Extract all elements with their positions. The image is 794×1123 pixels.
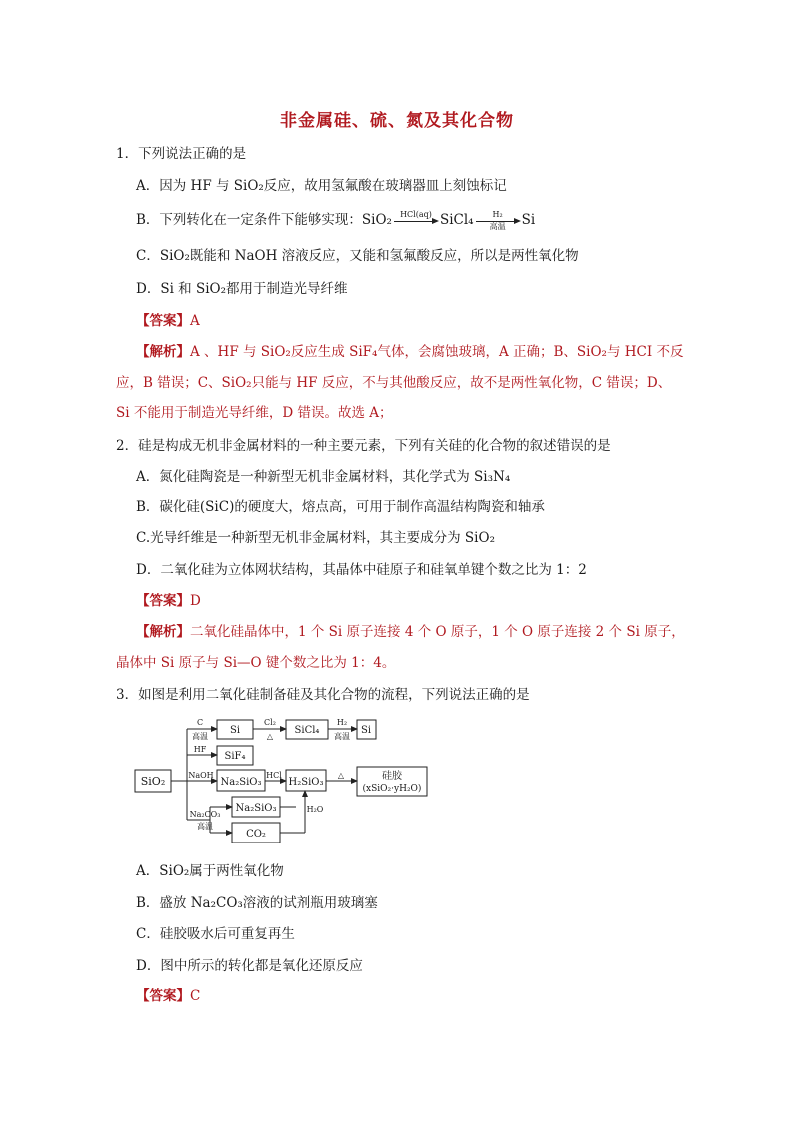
q1-option-a: A．因为 HF 与 SiO₂反应，故用氢氟酸在玻璃器皿上刻蚀标记 xyxy=(136,178,507,194)
question-2-stem: 2．硅是构成无机非金属材料的一种主要元素，下列有关硅的化合物的叙述错误的是 xyxy=(116,438,611,454)
answer-value: D xyxy=(190,593,201,609)
q1-option-d: D．Si 和 SiO₂都用于制造光导纤维 xyxy=(136,281,348,297)
q3-answer xyxy=(136,986,200,1006)
node-na2sio3: Na₂SiO₃ xyxy=(220,777,262,788)
label-hcl: HCl xyxy=(266,771,282,780)
q2-option-d: D．二氧化硅为立体网状结构，其晶体中硅原子和硅氧单键个数之比为 1：2 xyxy=(136,562,587,578)
q3-option-a: A．SiO₂属于两性氧化物 xyxy=(136,863,284,879)
q1-explanation-3: Si 不能用于制造光导纤维，D 错误。故选 A； xyxy=(116,405,393,421)
q2-option-a: A．氮化硅陶瓷是一种新型无机非金属材料，其化学式为 Si₃N₄ xyxy=(136,469,511,485)
answer-label: 【答案】 xyxy=(136,988,190,1004)
answer-label: 【答案】 xyxy=(136,313,190,329)
label-high-temp-1: 高温 xyxy=(192,732,208,741)
q2-option-b: B．碳化硅(SiC)的硬度大，熔点高，可用于制作高温结构陶瓷和轴承 xyxy=(136,499,545,515)
label-high-temp-3: 高温 xyxy=(197,822,213,831)
node-sif4: SiF₄ xyxy=(224,751,246,762)
explanation-label: 【解析】 xyxy=(136,344,190,360)
node-silica-gel: 硅胶 xyxy=(382,771,402,782)
q3-option-b: B．盛放 Na₂CO₃溶液的试剂瓶用玻璃塞 xyxy=(136,895,378,911)
label-naoh: NaOH xyxy=(188,771,214,780)
q2-explanation-1 xyxy=(136,622,685,642)
label-na2co3: Na₂CO₃ xyxy=(189,810,221,819)
question-3-stem: 3．如图是利用二氧化硅制备硅及其化合物的流程，下列说法正确的是 xyxy=(116,687,530,703)
question-1-stem: 1．下列说法正确的是 xyxy=(116,146,247,162)
flow-diagram xyxy=(0,713,794,843)
q1-option-b-end: Si xyxy=(521,212,536,228)
label-high-temp-2: 高温 xyxy=(334,732,350,741)
arrow-condition-top: HCl(aq) xyxy=(400,209,432,219)
q1-explanation-2: 应，B 错误；C、SiO₂只能与 HF 反应，不与其他酸反应，故不是两性氧化物，C 错误；D、 xyxy=(116,375,672,391)
node-silica-gel-formula: (xSiO₂·yH₂O) xyxy=(362,784,422,794)
q1-option-b-text: B．下列转化在一定条件下能够实现：SiO₂ xyxy=(136,212,392,228)
node-sio2: SiO₂ xyxy=(140,775,166,788)
label-heat-1: △ xyxy=(266,732,274,741)
q1-option-b xyxy=(136,210,535,231)
node-co2: CO₂ xyxy=(246,829,266,840)
label-h2o: H₂O xyxy=(306,805,324,814)
label-hf: HF xyxy=(193,745,207,754)
answer-value: A xyxy=(190,313,200,329)
label-cl2: Cl₂ xyxy=(264,718,276,727)
q2-option-c: C.光导纤维是一种新型无机非金属材料，其主要成分为 SiO₂ xyxy=(136,530,495,546)
answer-label: 【答案】 xyxy=(136,593,190,609)
label-c: C xyxy=(196,718,204,727)
node-sicl4: SiCl₄ xyxy=(294,725,320,736)
node-si: Si xyxy=(229,725,241,736)
q1-explanation-1 xyxy=(136,342,683,362)
q2-answer xyxy=(136,591,201,611)
q1-answer xyxy=(136,311,200,331)
node-h2sio3: H₂SiO₃ xyxy=(288,777,324,788)
q3-option-d: D．图中所示的转化都是氧化还原反应 xyxy=(136,958,363,974)
q1-option-c: C．SiO₂既能和 NaOH 溶液反应，又能和氢氟酸反应，所以是两性氧化物 xyxy=(136,248,579,264)
node-na2sio3-b: Na₂SiO₃ xyxy=(235,803,277,814)
explanation-text: A 、HF 与 SiO₂反应生成 SiF₄气体，会腐蚀玻璃，A 正确；B、SiO₂与 HCI 不反 xyxy=(190,344,684,360)
arrow-condition-top: H₂ xyxy=(492,209,503,219)
answer-value: C xyxy=(190,988,201,1004)
reaction-arrow xyxy=(474,211,522,231)
label-heat-2: △ xyxy=(337,771,345,780)
q1-option-b-mid: SiCl₄ xyxy=(439,212,474,228)
label-h2: H₂ xyxy=(336,718,348,727)
arrow-condition-bottom: 高温 xyxy=(489,221,506,231)
explanation-label: 【解析】 xyxy=(136,624,190,640)
page-title: 非金属硅、硫、氮及其化合物 xyxy=(280,111,514,131)
q2-explanation-2: 晶体中 Si 原子与 Si—O 键个数之比为 1：4。 xyxy=(116,655,396,671)
q3-option-c: C．硅胶吸水后可重复再生 xyxy=(136,926,295,942)
reaction-arrow xyxy=(392,211,440,231)
explanation-text: 二氧化硅晶体中，1 个 Si 原子连接 4 个 O 原子，1 个 O 原子连接 2 个 Si 原子， xyxy=(190,624,685,640)
node-si-final: Si xyxy=(360,725,372,736)
